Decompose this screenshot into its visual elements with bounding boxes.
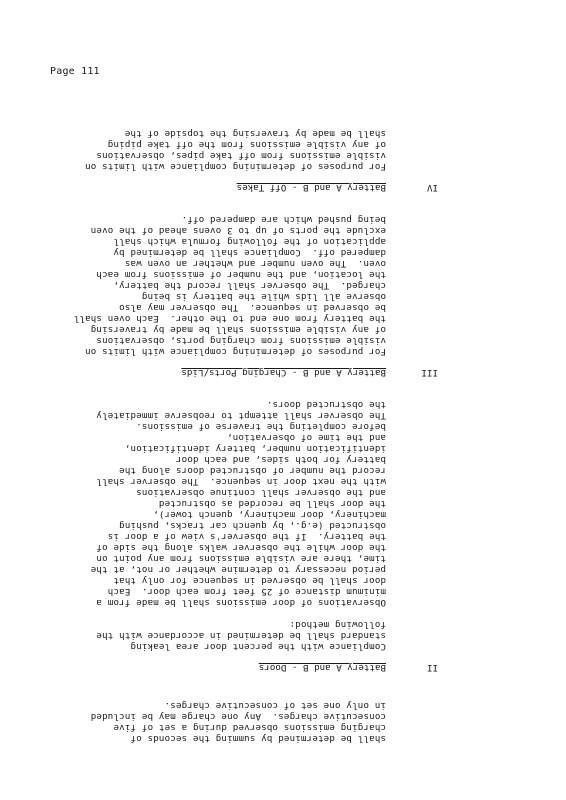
text-line: identification number, battery identification, bbox=[124, 443, 386, 454]
text-line: door shall be observed in sequence for only that bbox=[113, 575, 386, 586]
text-line: Compliance with the percent door area leaking bbox=[130, 641, 386, 652]
text-line: oven. The oven number and whether an oven was bbox=[124, 258, 386, 269]
text-line: period necessary to determine whether or not, at the bbox=[90, 564, 386, 575]
text-line: charged. The observer shall record the battery, bbox=[113, 280, 386, 291]
text-line: machinery, door machinery, quench tower), bbox=[153, 509, 386, 520]
text-line: the location, and the number of emissions from each bbox=[96, 269, 386, 280]
text-line: the battery. If the observer's view of a door is bbox=[107, 531, 386, 542]
text-line: shall be made by traversing the topside of the bbox=[124, 128, 386, 139]
text-line: record the number of obstructed doors along the bbox=[118, 465, 386, 476]
page-number: Page 111 bbox=[50, 66, 100, 77]
text-line: the door shall be recorded as obstructed bbox=[158, 498, 386, 509]
text-line: the door while the observer walks along the side of bbox=[96, 542, 386, 553]
text-line: obstructed (e.g., by quench car tracks, pushing bbox=[118, 520, 386, 531]
text-line: consecutive charges. Any one charge may be included bbox=[90, 711, 386, 722]
text-line: For purposes of determining compliance with limits on bbox=[84, 346, 386, 357]
text-line: dampered off. Compliance shall be determined by bbox=[113, 247, 386, 258]
text-line: shall be determined by summing the seconds of bbox=[130, 733, 386, 744]
text-line: charging emissions observed during a set of five bbox=[113, 722, 386, 733]
text-line: of any visible emissions shall be made by traversing bbox=[90, 324, 386, 335]
text-line: The observer shall attempt to reobserve immediately bbox=[96, 410, 386, 421]
text-line: exclude the ports of up to 3 ovens ahead of the oven bbox=[90, 225, 386, 236]
section-heading: Battery A and B - Charging Ports/Lids bbox=[181, 367, 386, 378]
text-line: of any visible emissions from the off take piping bbox=[107, 139, 386, 150]
text-line: following method: bbox=[289, 619, 386, 630]
text-line: visible emissions from off take pipes, observations bbox=[96, 150, 386, 161]
text-line: application of the following formula which shall bbox=[113, 236, 386, 247]
text-line: and the time of observation, bbox=[226, 432, 386, 443]
section-number: IV bbox=[426, 182, 438, 193]
text-line: Observations of door emissions shall be made from a bbox=[96, 597, 386, 608]
text-line: visible emissions from charging ports, observations bbox=[96, 335, 386, 346]
text-line: the obstructed doors. bbox=[266, 399, 386, 410]
text-line: battery for both sides, and each door bbox=[175, 454, 386, 465]
text-line: be observed in sequence. The observer may also bbox=[118, 302, 386, 313]
text-line: standard shall be determined in accordance with the bbox=[96, 630, 386, 641]
text-line: being pushed which are dampered off. bbox=[181, 214, 386, 225]
text-line: in only one set of consecutive charges. bbox=[164, 700, 386, 711]
section-number: II bbox=[426, 662, 438, 673]
section-heading: Battery A and B - Off Takes bbox=[236, 182, 386, 193]
text-line: minimum distance of 25 feet from each door. Each bbox=[107, 586, 386, 597]
text-line: the battery from one end to the other. Each oven shall bbox=[73, 313, 386, 324]
text-line: with the next door in sequence. The observer shall bbox=[96, 476, 386, 487]
text-line: time, there are visible emissions from any point on bbox=[96, 553, 386, 564]
text-line: observe all lids while the battery is being bbox=[141, 291, 386, 302]
text-line: For purposes of determining compliance with limits on bbox=[84, 161, 386, 172]
text-line: before completing the traverse of emissions. bbox=[136, 421, 386, 432]
text-line: and the observer shall continue observations bbox=[136, 487, 386, 498]
section-heading: Battery A and B - Doors bbox=[258, 662, 386, 673]
section-number: III bbox=[421, 367, 438, 378]
